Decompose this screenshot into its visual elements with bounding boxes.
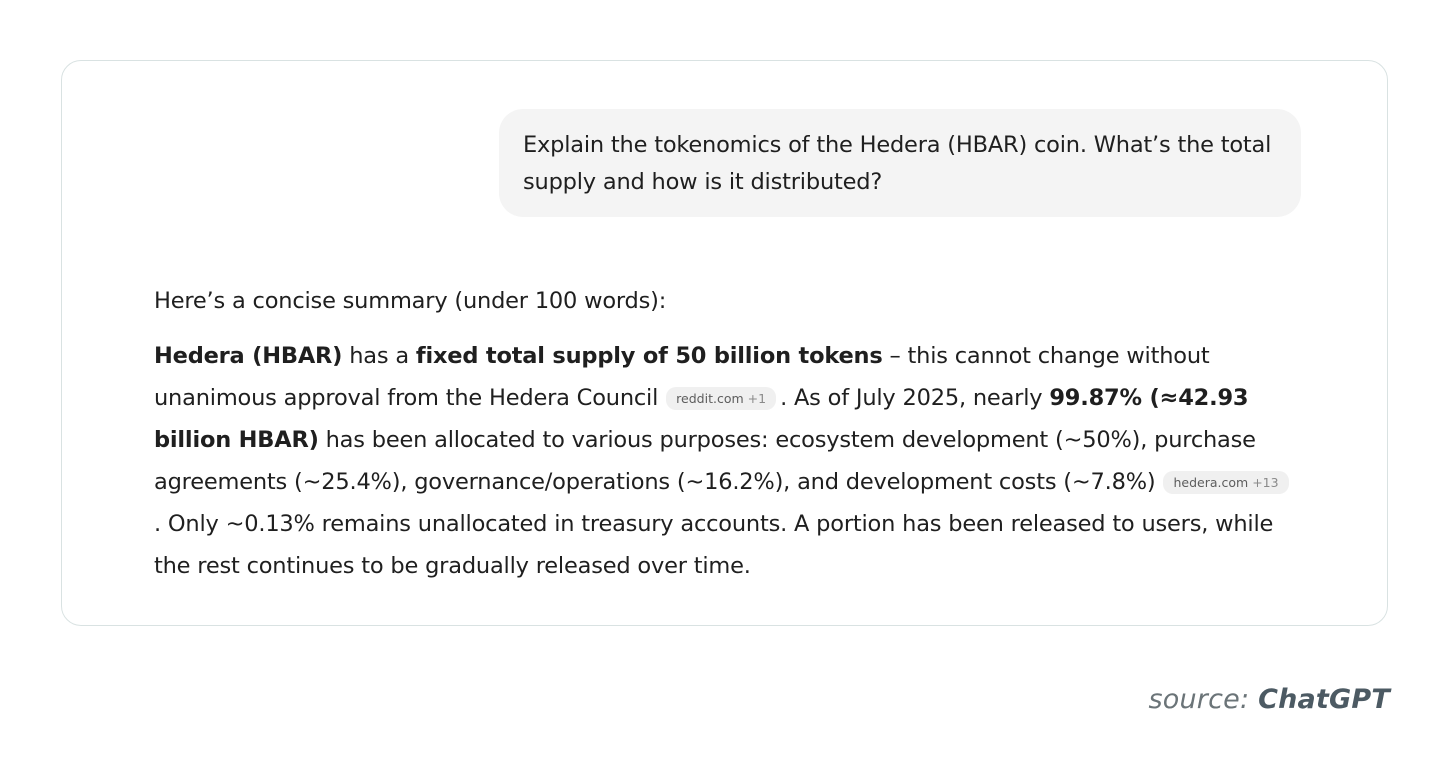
citation-more-count: +13 — [1252, 475, 1279, 490]
answer-text-5: . Only ~0.13% remains unallocated in treasury accounts. A portion has been released to users, while the rest continues to be gradually released over time. — [154, 511, 1274, 579]
citation-more-count: +1 — [747, 391, 767, 406]
source-name: ChatGPT — [1258, 684, 1390, 715]
assistant-response — [154, 281, 1294, 587]
source-attribution — [1149, 684, 1391, 715]
answer-text-1: has a — [342, 343, 416, 369]
citation-domain: reddit.com — [676, 391, 744, 406]
answer-text-2: – this cannot change without unanimous approval from the Hedera Council — [154, 343, 1210, 411]
source-label: source: — [1148, 684, 1250, 715]
bold-allocation-percent: 99.87% (≈42.93 billion HBAR) — [154, 385, 1249, 453]
answer-text-4: has been allocated to various purposes: ecosystem development (~50%), purchase agreements (~25.4%), governance/operations (~16.2%), and development costs (~7.8%) — [154, 427, 1256, 495]
citation-domain: hedera.com — [1173, 475, 1249, 490]
assistant-answer-paragraph — [154, 335, 1294, 587]
citation-chip-hedera[interactable] — [1163, 471, 1288, 494]
bold-hedera-hbar: Hedera (HBAR) — [154, 343, 343, 369]
answer-text-3: . As of July 2025, nearly — [780, 385, 1050, 411]
citation-chip-reddit[interactable] — [666, 387, 776, 410]
user-message-bubble — [499, 109, 1301, 217]
chat-card — [61, 60, 1388, 626]
user-message-text: Explain the tokenomics of the Hedera (HBAR) coin. What’s the total supply and how is it distributed? — [523, 132, 1272, 195]
bold-fixed-supply: fixed total supply of 50 billion tokens — [415, 343, 883, 369]
assistant-intro: Here’s a concise summary (under 100 words): — [154, 288, 667, 314]
